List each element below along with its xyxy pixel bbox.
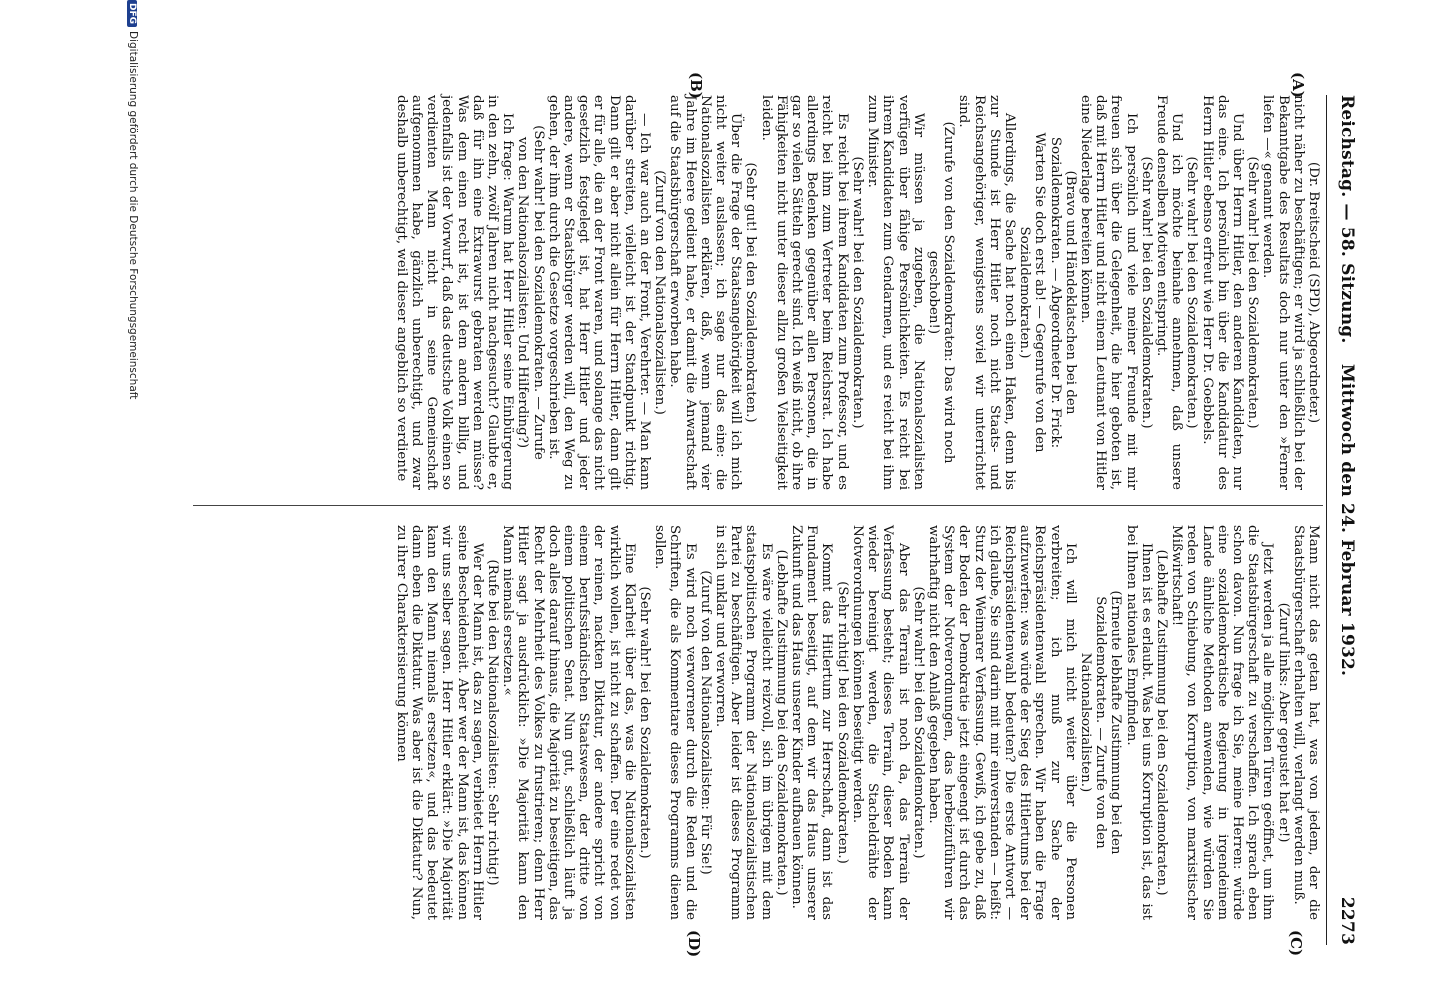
paragraph: Es wäre vielleicht reizvoll, sich im übrigen mit dem staatspolitischen Programm der Nationalsozialistischen Partei zu beschäftigen. Aber leider ist dieses Programm in sich unklar und verworren. (713, 525, 774, 920)
page-number: 2273 (1337, 896, 1357, 945)
interjection: (Rufe bei den Nationalsozialisten: Sehr richtig!) (485, 559, 501, 886)
margin-marker-b: (B) (687, 72, 705, 99)
paragraph: Über die Frage der Staatsangehörigkeit will ich mich nicht weiter auslassen; ich sage nur das eine: die Nationalsozialisten erklären, daß, wenn jemand vier Jahre im Heere gedient habe, er damit die Anwartschaft auf die Staatsbürgerschaft erworben habe. (667, 95, 744, 490)
paragraph: Allerdings, die Sache hat noch einen Haken, denn bis zur Stunde ist Herr Hitler noch nicht Staats- und Reichsangehöriger, wenigstens soviel wir unterrichtet sind. (956, 95, 1017, 490)
interjection: (Zurufe von den Sozialdemokraten: Das wird noch geschoben!) (925, 121, 957, 464)
interjection: (Lebhafte Zustimmung bei den Sozialdemokraten.) (773, 549, 789, 896)
paragraph: nicht näher zu beschäftigen; er wird ja schließlich bei der Bekanntgabe des Resultats doch nur unter den »Ferner liefen —« genannt werden. (1260, 95, 1306, 490)
funding-footer (119, 0, 139, 1000)
interjection: (Sehr wahr! bei den Sozialdemokraten.) (1184, 156, 1200, 429)
paragraph: Eine Klarheit über das, was die Nationalsozialisten wirklich wollen, ist nicht zu schaffen. Der eine redet von der reinen, nackten Diktatur, der andere spricht von einem berufsständischen Staatswesen, der dritte von einem politischen Senat. Nun gut, schließlich läuft ja doch alles darauf hinaus, die Majorität zu beseitigen, das Recht der Mehrheit des Volkes zu frustrieren; denn Herr Hitler sagt ja ausdrücklich: »Die Majorität kann den Mann niemals ersetzen.« (500, 525, 637, 920)
paragraph: Ich frage: Warum hat Herr Hitler seine Einbürgerung in den zehn, zwölf Jahren nicht nachgesucht? Glaubte er, daß für ihn eine Extrawurst gebraten werden müsse? Was dem einen recht ist, ist dem andern billig, und jedenfalls ist der Vorwurf, daß das deutsche Volk einen so verdienten Mann nicht in seine Gemeinschaft aufgenommen habe, gänzlich unberechtigt, und zwar deshalb unberechtigt, weil dieser angeblich so verdiente (393, 95, 516, 490)
paragraph: Kommt das Hitlertum zur Herrschaft, dann ist das Fundament beseitigt, auf dem wir das Haus unserer Zukunft und das Haus unserer Kinder aufbauen können. (789, 525, 835, 920)
interjection: (Sehr wahr! bei den Sozialdemokraten.) (637, 586, 653, 859)
interjection: (Sehr wahr! bei den Sozialdemokraten. — Zurufe von den Nationalsozialisten: Und Hilferding?) (515, 125, 546, 460)
paragraph: Es wird noch verworrener durch die Reden und die Schriften, die als Kommentare dieses Programms dienen sollen. (652, 525, 698, 920)
paragraph: Und ich möchte beinahe annehmen, daß unsere Freude denselben Motiven entspringt. (1153, 95, 1185, 490)
interjection: (Sehr wahr! bei den Sozialdemokraten.) (1245, 156, 1261, 429)
interjection: (Zuruf links: Aber gepustet hat er!) (1275, 602, 1291, 843)
header-date: Mittwoch den 24. Februar 1932. (1337, 363, 1357, 677)
paragraph: Mann nicht das getan hat, was von jedem, der die Staatsbürgerschaft erhalten will, verlangt werden muß. (1290, 525, 1321, 920)
interjection: (Zuruf von den Nationalsozialisten: Für Sie!) (697, 570, 713, 875)
paragraph: Ich persönlich und viele meiner Freunde mit mir freuen sich über die Gelegenheit, die hier geboten ist, daß mit Herrn Hitler und nicht einem Leutnant von Hitler eine Niederlage bereiten können. (1077, 95, 1139, 490)
interjection: (Sehr wahr! bei den Sozialdemokraten.) (849, 156, 865, 429)
column-divider (193, 505, 1323, 506)
footer-text: Digitalisierung gefördert durch die Deutsche Forschungsgemeinschaft (127, 31, 139, 400)
margin-marker-c: (C) (1287, 930, 1305, 957)
paragraph: Und über Herrn Hitler, den anderen Kandidaten, nur das eine. Ich persönlich bin über die Kandidatur des Herrn Hitler ebenso erfreut wie Herr Dr. Goebbels. (1199, 95, 1245, 490)
paragraph: Ihnen ist es erlaubt. Was bei uns Korruption ist, das ist bei Ihnen nationales Empfinden. (1123, 525, 1154, 920)
interjection: (Sehr wahr! bei den Sozialdemokraten.) (910, 586, 926, 859)
interjection: (Zuruf von den Nationalsozialisten.) (652, 170, 668, 415)
paragraph: Wer der Mann ist, das zu sagen, verbietet Herrn Hitler seine Bescheidenheit. Aber wer der Mann ist, das können wir uns selber sagen. Herr Hitler erklärt: »Die Majorität kann den Mann niemals ersetzen«, und das bedeutet dann eben die Diktatur. Was aber ist die Diktatur? Nun, zu ihrer Charakterisierung können (393, 525, 485, 920)
document-page (125, 0, 1425, 1000)
interjection: (Sehr gut! bei den Sozialdemokraten.) (743, 162, 759, 423)
speaker-line: (Dr. Breitscheid (SPD), Abgeordneter.) (1306, 161, 1321, 424)
paragraph: Es reicht bei ihrem Kandidaten zum Professor, und es reicht bei ihm zum Vertreter beim Reichsrat. Ich habe allerdings Bedenken gegenüber allen Personen, die in gar so vielen Sätteln gerecht sind. Ich weiß nicht, ob ihre Fähigkeiten nicht unter dieser allzu großen Vielseitigkeit leiden. (758, 95, 850, 490)
header-left: Reichstag. — 58. Sitzung. (1337, 95, 1357, 344)
page-header (1329, 95, 1363, 945)
left-column (394, 95, 1321, 490)
interjection: (Lebhafte Zustimmung bei den Sozialdemokraten.) (1153, 549, 1169, 896)
margin-marker-a: (A) (1289, 72, 1307, 98)
interjection: (Erneute lebhafte Zustimmung bei den Sozialdemokraten. — Zurufe von den Nationalsozialisten.) (1077, 590, 1124, 855)
interjection: (Sehr richtig! bei den Sozialdemokraten.) (834, 581, 850, 864)
paragraph: Ich will mich nicht weiter über die Personen verbreiten; ich muß zur Sache der Reichspräsidentenwahl sprechen. Wir haben die Frage aufzuwerfen: was würde der Sieg des Hitlertums bei der Reichspräsidentenwahl bedeuten? Die erste Antwort — ich glaube, Sie sind darin mit mir einverstanden — heißt: Sturz der Weimarer Verfassung. Gewiß, ich gebe zu, daß der Boden der Demokratie jetzt eingeengt ist durch das System der Notverordnungen, das herbeizuführen wir wahrhaftig nicht den Anlaß gegeben haben. (925, 525, 1078, 920)
paragraph: Aber das Terrain ist noch da, das Terrain der Verfassung besteht; dieses Terrain, dieser Boden kann wieder bereinigt werden, die Stacheldrähte der Notverordnungen können beseitigt werden. (849, 525, 911, 920)
header-rule (1326, 95, 1327, 945)
paragraph: Wir müssen ja zugeben, die Nationalsozialisten verfügen über fähige Persönlichkeiten. Es reicht bei ihrem Kandidaten zum Gendarmen, und es reicht bei ihm zum Minister. (865, 95, 926, 490)
paragraph: Jetzt werden ja alle möglichen Türen geöffnet, um ihm die Staatsbürgerschaft zu verschaffen. Ich sprach eben schon davon. Nun frage ich Sie, meine Herren: würde eine sozialdemokratische Regierung in irgendeinem Lande ähnliche Methoden anwenden, wie würden Sie reden von Schiebung, von Korruption, von marxistischer Mißwirtschaft! (1169, 525, 1276, 920)
paragraph: — Ich war auch an der Front, Verehrter. — Man kann darüber streiten, vielleicht ist der Standpunkt richtig. Dann gilt er aber nicht allein für Herrn Hitler, dann gilt er für alle, die an der Front waren, und solange das nicht gesetzlich festgelegt ist, hat Herr Hitler und jeder andere, wenn er Staatsbürger werden will, den Weg zu gehen, der ihm durch die Gesetze vorgeschrieben ist. (545, 95, 653, 490)
interjection: (Bravo und Händeklatschen bei den Sozialdemokraten. — Abgeordneter Dr. Frick: Warten Sie doch erst ab! — Gegenrufe von den Sozialdemokraten.) (1017, 132, 1078, 453)
interjection: (Sehr wahr! bei den Sozialdemokraten.) (1138, 156, 1154, 429)
right-column (394, 525, 1321, 920)
dfg-logo-icon: DFG (127, 0, 137, 27)
margin-marker-d: (D) (685, 930, 703, 958)
